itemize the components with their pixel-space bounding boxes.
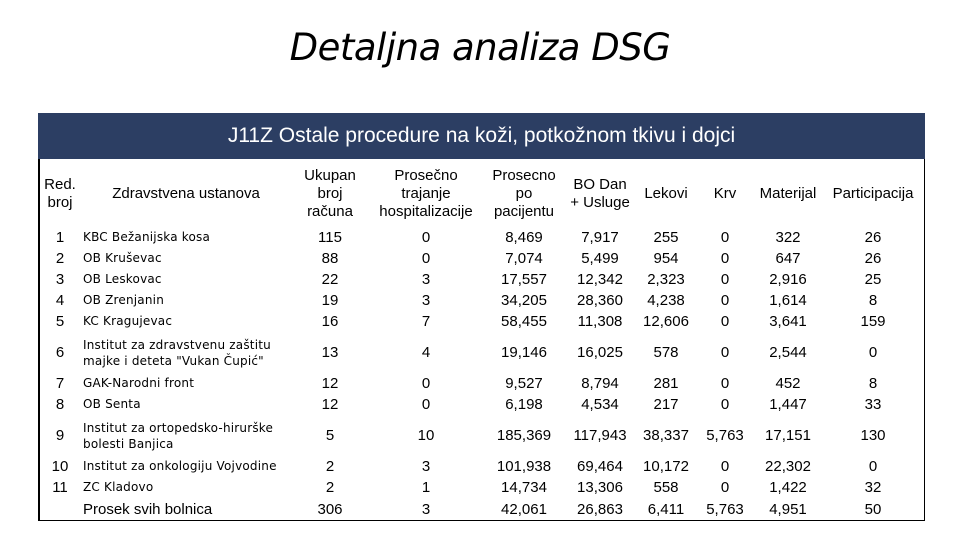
cell-bo: 69,464: [577, 458, 623, 475]
col-trajanje-header: [368, 161, 484, 227]
cell-materijal: 2,544: [769, 344, 807, 361]
cell-materijal: 1,447: [769, 396, 807, 413]
table-banner: J11Z Ostale procedure na koži, potkožnom tkivu i dojci: [38, 113, 925, 159]
average-trajanje: 3: [421, 500, 431, 518]
cell-lekovi: 12,606: [643, 313, 689, 330]
cell-bo: 8,794: [581, 375, 619, 392]
dsg-table: [40, 161, 924, 520]
cell-po-pacijentu: 8,469: [505, 229, 543, 246]
cell-lekovi: 38,337: [643, 427, 689, 444]
col-rb-line-1: Red.: [44, 176, 76, 193]
cell-ustanova: Institut za onkologiju Vojvodine: [83, 459, 277, 473]
cell-rb: 10: [51, 458, 69, 475]
cell-bo: 4,534: [581, 396, 619, 413]
col-rb-header: [40, 161, 80, 227]
cell-materijal: 22,302: [765, 458, 811, 475]
cell-rb: 2: [55, 250, 65, 267]
cell-participacija: 159: [860, 313, 886, 330]
cell-ukupan: 115: [318, 229, 342, 246]
col-po-pacijentu-header: [484, 161, 564, 227]
cell-participacija: 26: [864, 250, 882, 267]
average-ukupan: 306: [317, 500, 343, 518]
cell-materijal: 17,151: [765, 427, 811, 444]
cell-trajanje: 10: [417, 427, 435, 444]
header-row: [40, 161, 924, 227]
col-ukupan-header: [292, 161, 368, 227]
cell-materijal: 647: [775, 250, 801, 267]
cell-lekovi: 558: [653, 479, 679, 496]
cell-materijal: 322: [775, 229, 801, 246]
cell-ukupan: 19: [321, 292, 339, 309]
cell-trajanje: 0: [421, 250, 431, 267]
col-po-pacijentu-line-3: pacijentu: [493, 203, 555, 220]
cell-ukupan: 16: [321, 313, 339, 330]
cell-bo: 12,342: [577, 271, 623, 288]
cell-ustanova: Institut za ortopedsko-hirurške bolesti Banjica: [83, 420, 274, 451]
cell-bo: 5,499: [581, 250, 619, 267]
col-bo-line-1: BO Dan: [573, 176, 627, 193]
average-participacija: 50: [864, 500, 882, 518]
cell-trajanje: 0: [421, 229, 431, 246]
cell-participacija: 8: [868, 375, 878, 392]
cell-lekovi: 954: [653, 250, 679, 267]
cell-krv: 0: [720, 396, 730, 413]
cell-materijal: 1,614: [769, 292, 807, 309]
cell-participacija: 8: [868, 292, 878, 309]
cell-bo: 11,308: [577, 313, 623, 330]
cell-bo: 28,360: [577, 292, 623, 309]
average-bo: 26,863: [577, 500, 623, 518]
cell-rb: 7: [55, 375, 65, 392]
cell-rb: 3: [55, 271, 65, 288]
col-ustanova-header: Zdravstvena ustanova: [112, 185, 260, 202]
cell-ustanova: OB Kruševac: [83, 251, 162, 265]
cell-rb: 6: [55, 344, 65, 361]
cell-participacija: 0: [868, 344, 878, 361]
col-bo-line-2: + Usluge: [570, 194, 630, 211]
col-trajanje-line-2: trajanje: [401, 185, 451, 202]
cell-krv: 5,763: [706, 427, 744, 444]
col-po-pacijentu-line-1: Prosecno: [492, 167, 556, 184]
cell-ustanova: OB Senta: [83, 397, 141, 411]
cell-ustanova: GAK-Narodni front: [83, 376, 195, 390]
cell-ustanova: OB Leskovac: [83, 272, 162, 286]
cell-po-pacijentu: 34,205: [501, 292, 547, 309]
cell-bo: 117,943: [573, 427, 627, 444]
cell-lekovi: 217: [653, 396, 679, 413]
table-row: [40, 477, 924, 498]
cell-krv: 0: [720, 458, 730, 475]
cell-rb: 8: [55, 396, 65, 413]
col-ukupan-line-2: broj: [317, 185, 343, 202]
cell-ustanova: KC Kragujevac: [83, 314, 173, 328]
cell-ustanova: ZC Kladovo: [83, 480, 154, 494]
cell-ukupan: 12: [321, 396, 339, 413]
cell-lekovi: 2,323: [647, 271, 685, 288]
cell-participacija: 25: [864, 271, 882, 288]
cell-ukupan: 5: [325, 427, 335, 444]
cell-po-pacijentu: 19,146: [501, 344, 547, 361]
average-row: [40, 498, 924, 520]
cell-rb: 4: [55, 292, 65, 309]
cell-krv: 0: [720, 313, 730, 330]
cell-ukupan: 2: [325, 458, 335, 475]
col-materijal-header: Materijal: [759, 185, 817, 202]
cell-lekovi: 4,238: [647, 292, 685, 309]
average-label: Prosek svih bolnica: [83, 500, 213, 518]
col-lekovi-header: Lekovi: [644, 185, 688, 202]
cell-trajanje: 3: [421, 458, 431, 475]
table-row: [40, 269, 924, 290]
col-trajanje-line-1: Prosečno: [394, 167, 458, 184]
cell-po-pacijentu: 14,734: [501, 479, 547, 496]
col-rb-line-2: broj: [47, 194, 73, 211]
cell-krv: 0: [720, 271, 730, 288]
cell-krv: 0: [720, 344, 730, 361]
cell-bo: 13,306: [577, 479, 623, 496]
cell-rb: 9: [55, 427, 65, 444]
cell-bo: 16,025: [577, 344, 623, 361]
cell-participacija: 130: [860, 427, 886, 444]
cell-lekovi: 578: [653, 344, 679, 361]
cell-po-pacijentu: 17,557: [501, 271, 547, 288]
cell-po-pacijentu: 9,527: [505, 375, 543, 392]
table-row: [40, 248, 924, 269]
average-rb-cell: [40, 498, 80, 520]
cell-trajanje: 1: [421, 479, 431, 496]
cell-trajanje: 4: [421, 344, 431, 361]
col-krv-header: Krv: [713, 185, 737, 202]
table-row: [40, 332, 924, 373]
cell-po-pacijentu: 185,369: [496, 427, 552, 444]
cell-krv: 0: [720, 250, 730, 267]
cell-po-pacijentu: 58,455: [501, 313, 547, 330]
cell-trajanje: 7: [421, 313, 431, 330]
cell-lekovi: 255: [653, 229, 679, 246]
col-ukupan-line-1: Ukupan: [304, 167, 356, 184]
cell-trajanje: 3: [421, 292, 431, 309]
col-bo-header: [564, 161, 636, 227]
cell-materijal: 2,916: [769, 271, 807, 288]
cell-trajanje: 0: [421, 375, 431, 392]
cell-krv: 0: [720, 292, 730, 309]
cell-participacija: 33: [864, 396, 882, 413]
table-row: [40, 373, 924, 394]
average-krv: 5,763: [706, 500, 744, 518]
cell-materijal: 3,641: [769, 313, 807, 330]
average-lekovi: 6,411: [647, 500, 685, 518]
col-participacija-header: Participacija: [832, 185, 914, 202]
cell-trajanje: 3: [421, 271, 431, 288]
cell-ustanova: OB Zrenjanin: [83, 293, 165, 307]
cell-krv: 0: [720, 375, 730, 392]
cell-lekovi: 281: [653, 375, 679, 392]
cell-ukupan: 88: [321, 250, 339, 267]
table-row: [40, 415, 924, 456]
cell-ukupan: 22: [321, 271, 339, 288]
cell-materijal: 452: [775, 375, 801, 392]
table-row: [40, 456, 924, 477]
cell-participacija: 26: [864, 229, 882, 246]
cell-rb: 1: [55, 229, 65, 246]
col-ukupan-line-3: računa: [307, 203, 353, 220]
slide-title: Detaljna analiza DSG: [289, 26, 671, 69]
cell-materijal: 1,422: [769, 479, 807, 496]
cell-lekovi: 10,172: [643, 458, 689, 475]
cell-po-pacijentu: 101,938: [496, 458, 552, 475]
cell-po-pacijentu: 6,198: [505, 396, 543, 413]
cell-rb: 5: [55, 313, 65, 330]
table-row: [40, 394, 924, 415]
col-trajanje-line-3: hospitalizacije: [379, 203, 473, 220]
table-row: [40, 290, 924, 311]
cell-bo: 7,917: [581, 229, 619, 246]
average-materijal: 4,951: [769, 500, 807, 518]
cell-ustanova: Institut za zdravstvenu zaštitu majke i deteta "Vukan Čupić": [83, 337, 271, 368]
table-row: [40, 227, 924, 248]
cell-ukupan: 13: [321, 344, 339, 361]
average-po-pacijentu: 42,061: [501, 500, 547, 518]
col-po-pacijentu-line-2: po: [515, 185, 533, 202]
table-row: [40, 311, 924, 332]
cell-participacija: 0: [868, 458, 878, 475]
cell-trajanje: 0: [421, 396, 431, 413]
cell-ukupan: 2: [325, 479, 335, 496]
cell-participacija: 32: [864, 479, 882, 496]
cell-krv: 0: [720, 479, 730, 496]
cell-ustanova: KBC Bežanijska kosa: [83, 230, 211, 244]
cell-po-pacijentu: 7,074: [505, 250, 543, 267]
cell-rb: 11: [52, 479, 68, 496]
cell-krv: 0: [720, 229, 730, 246]
cell-ukupan: 12: [321, 375, 339, 392]
